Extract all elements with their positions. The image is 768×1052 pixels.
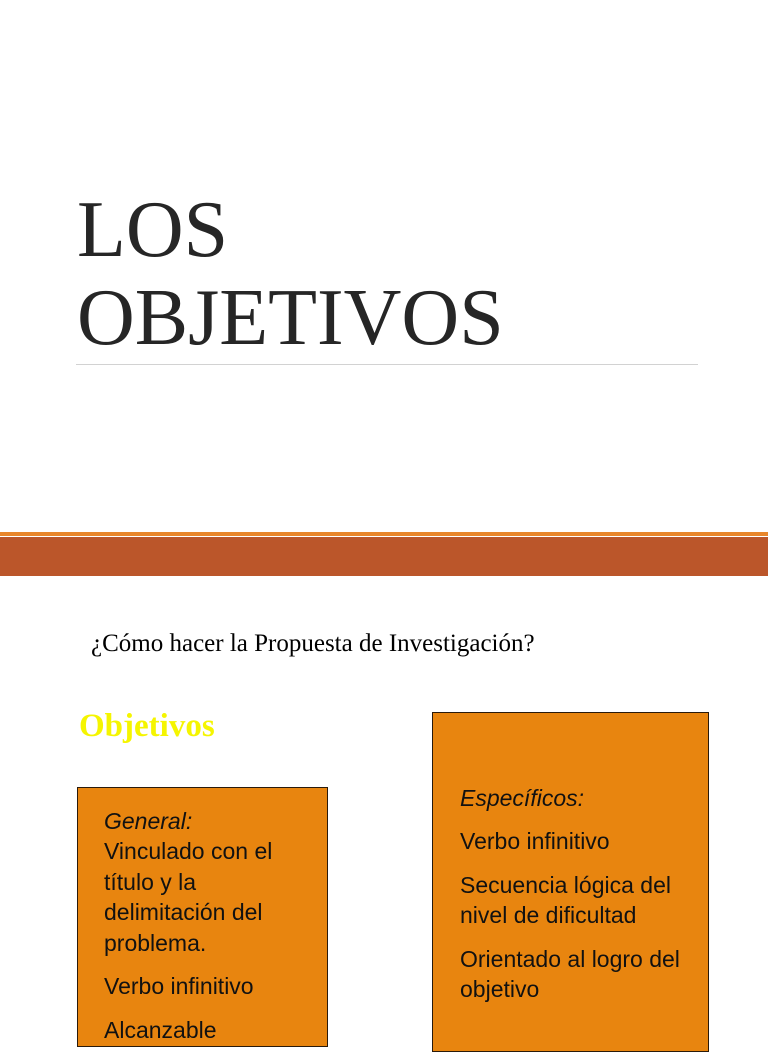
specific-item: Orientado al logro del objetivo bbox=[460, 945, 680, 1002]
slide-question: ¿Cómo hacer la Propuesta de Investigación? bbox=[91, 630, 535, 657]
specific-label: Específicos: bbox=[460, 785, 584, 811]
specific-objectives-box bbox=[432, 712, 709, 1052]
slide-title bbox=[77, 186, 504, 362]
specific-item: Verbo infinitivo bbox=[460, 828, 610, 854]
section-heading: Objetivos bbox=[79, 708, 215, 744]
title-underline bbox=[76, 364, 698, 365]
slide-divider-accent bbox=[0, 532, 768, 536]
title-line-1: LOS bbox=[77, 186, 229, 274]
general-item: Verbo infinitivo bbox=[104, 973, 254, 999]
general-label: General: bbox=[104, 808, 193, 834]
specific-item: Secuencia lógica del nivel de dificultad bbox=[460, 871, 671, 928]
general-objective-box bbox=[77, 787, 328, 1047]
slide-divider-band bbox=[0, 537, 768, 576]
general-item: Vinculado con el título y la delimitación del problema. bbox=[104, 838, 273, 956]
title-line-2: OBJETIVOS bbox=[77, 274, 504, 362]
general-item: Alcanzable bbox=[104, 1016, 217, 1043]
